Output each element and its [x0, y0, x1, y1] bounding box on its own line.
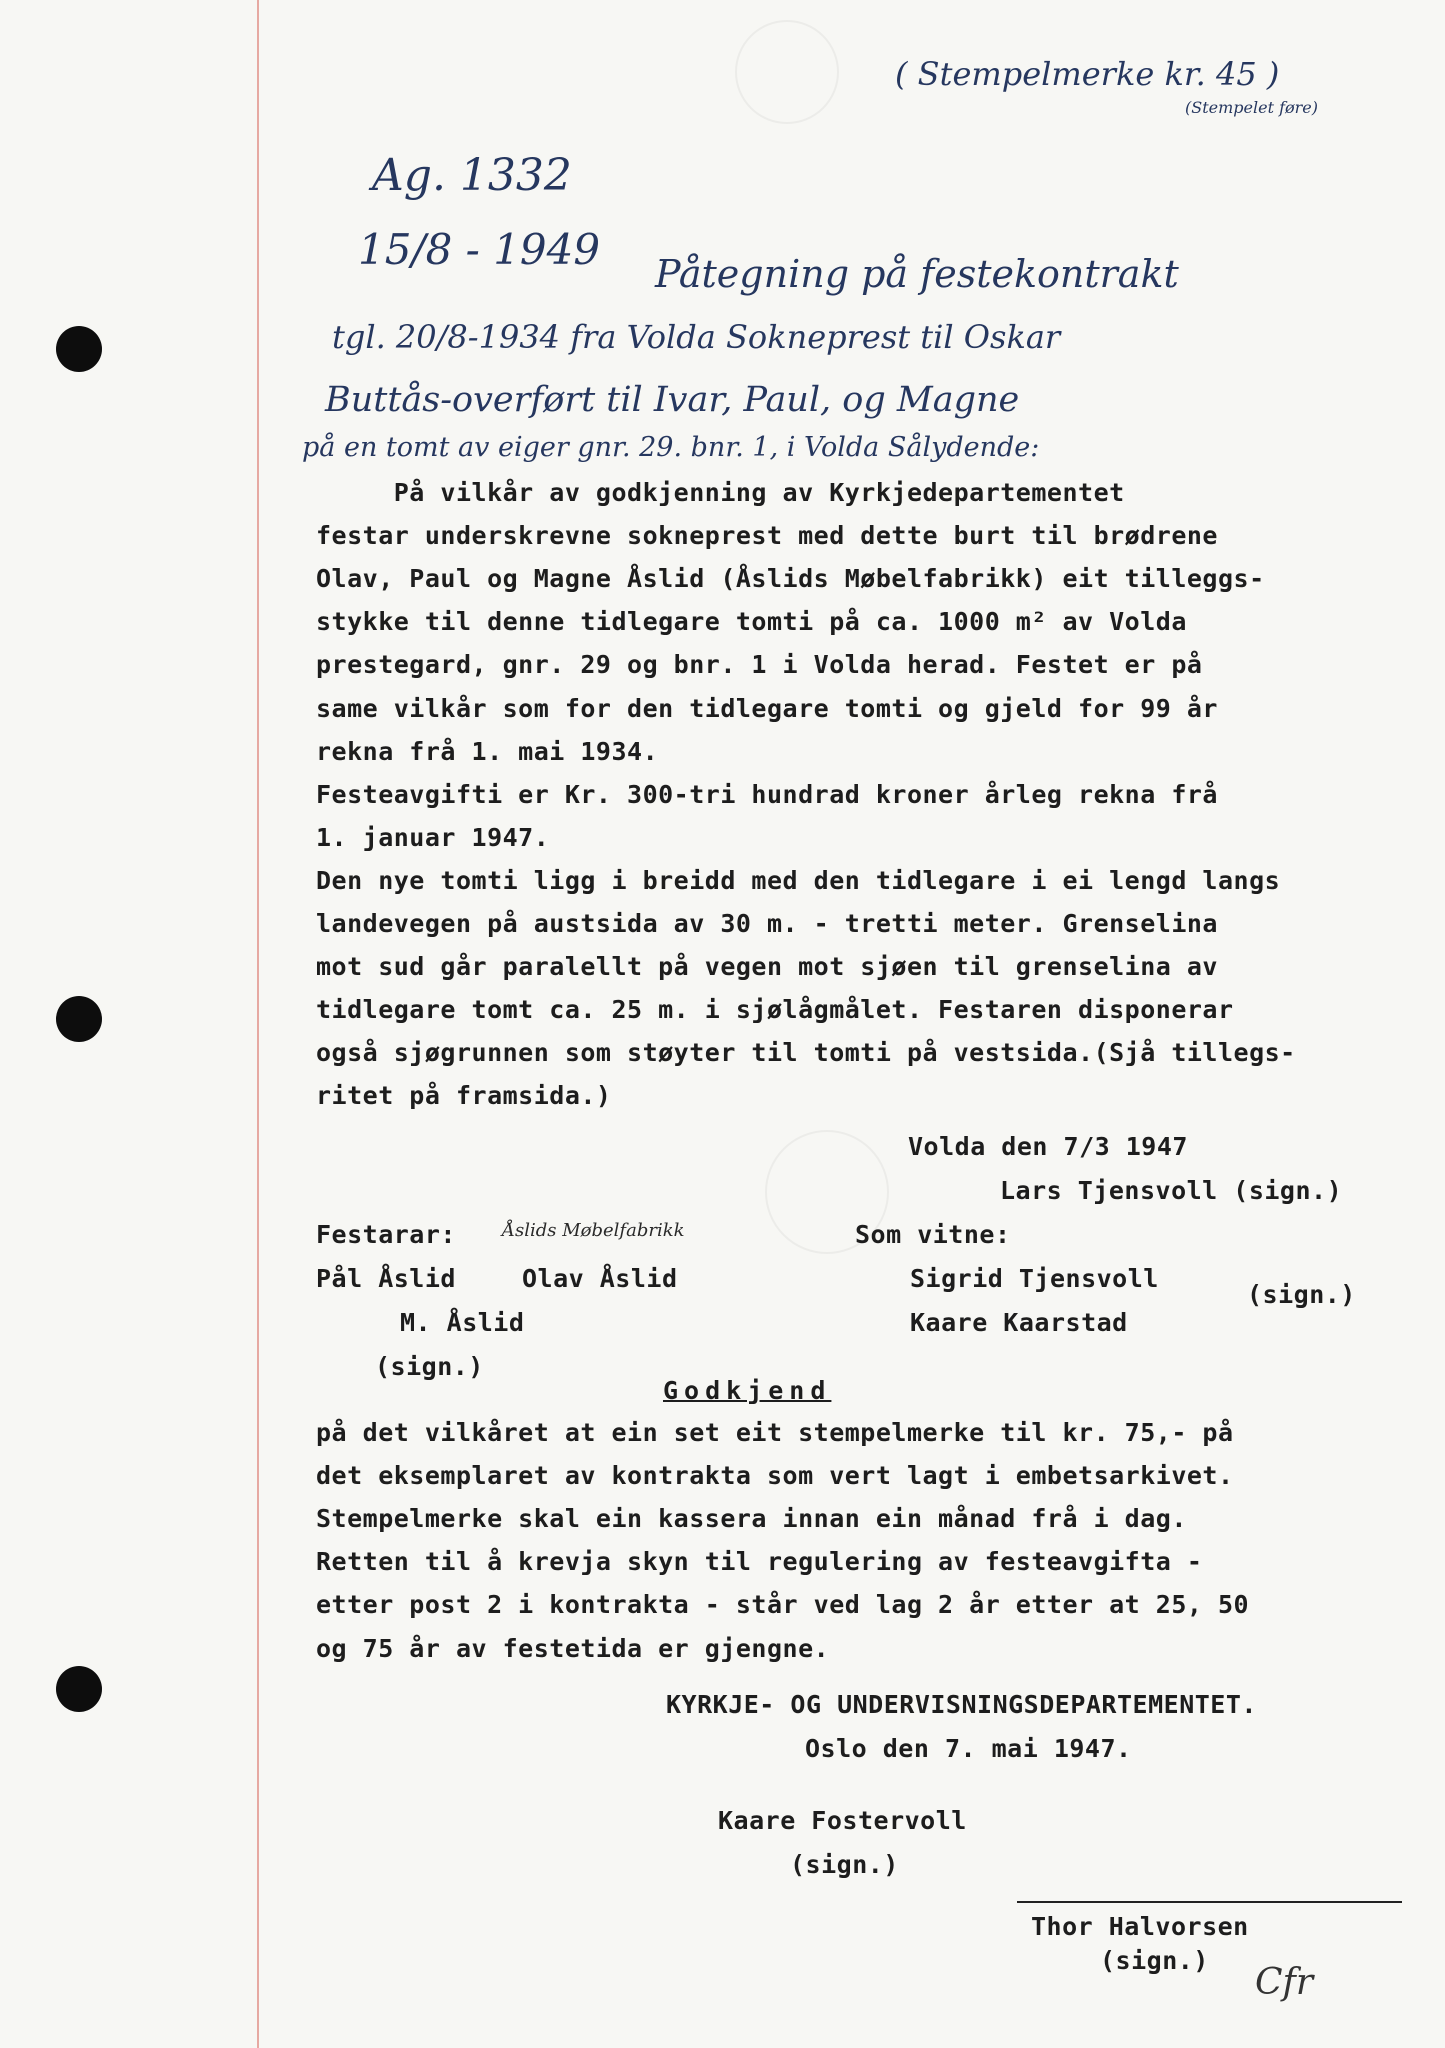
initials: Cfr [1255, 1962, 1314, 2003]
stamp-note: ( Stempelmerke kr. 45 ) [895, 55, 1280, 93]
annotation-line: på en tomt av eiger gnr. 29. bnr. 1, i Volda Sålydende: [302, 432, 1040, 463]
department: KYRKJE- OG UNDERVISNINGSDEPARTEMENTET. [666, 1690, 1257, 1719]
text-line: festar underskrevne sokneprest med dette burt til brødrene [316, 521, 1218, 551]
witness-sign: (sign.) [1247, 1280, 1356, 1309]
text-line: tidlegare tomt ca. 25 m. i sjølågmålet. Festaren disponerar [316, 995, 1234, 1025]
stamp-subnote: (Stempelet føre) [1185, 98, 1318, 117]
oslo-date: Oslo den 7. mai 1947. [805, 1734, 1132, 1763]
show-through-mark [735, 20, 839, 124]
annotation-line: Påtegning på festekontrakt [655, 252, 1179, 296]
text-line: stykke til denne tidlegare tomti på ca. 1000 m² av Volda [316, 607, 1187, 637]
festar-sign: (sign.) [375, 1352, 484, 1381]
text-line: etter post 2 i kontrakta - står ved lag 2 år etter at 25, 50 [316, 1590, 1250, 1620]
text-line: Olav, Paul og Magne Åslid (Åslids Møbelfabrikk) eit tilleggs- [316, 564, 1265, 594]
handwritten-signature: Åslids Møbelfabrikk [502, 1220, 685, 1241]
text-line: Den nye tomti ligg i breidd med den tidlegare i ei lengd langs [316, 865, 1281, 895]
text-line: prestegard, gnr. 29 og bnr. 1 i Volda herad. Festet er på [316, 650, 1203, 680]
punch-hole [56, 1666, 102, 1712]
registration-number: Ag. 1332 [372, 150, 572, 201]
text-line: rekna frå 1. mai 1934. [316, 736, 659, 766]
text-line: ritet på framsida.) [316, 1081, 612, 1111]
signer-name: Kaare Fostervoll [718, 1806, 967, 1835]
festar-name: Olav Åslid [522, 1264, 678, 1293]
signature-line: Lars Tjensvoll (sign.) [1000, 1176, 1343, 1205]
signer-sign: (sign.) [790, 1850, 899, 1879]
text-line: på det vilkåret at ein set eit stempelmerke til kr. 75,- på [316, 1418, 1234, 1447]
punch-hole [56, 326, 102, 372]
text-line: mot sud går paralellt på vegen mot sjøen til grenselina av [316, 952, 1218, 982]
festar-name: M. Åslid [400, 1308, 525, 1337]
signature-rule [1017, 1901, 1402, 1903]
text-line: Festeavgifti er Kr. 300-tri hundrad kroner årleg rekna frå [316, 779, 1218, 809]
punch-hole [56, 996, 102, 1042]
margin-line [257, 0, 259, 2048]
text-line: også sjøgrunnen som støyter til tomti på vestsida.(Sjå tillegs- [316, 1038, 1296, 1068]
annotation-line: Buttås-overført til Ivar, Paul, og Magne [325, 380, 1020, 420]
text-line: det eksemplaret av kontrakta som vert lagt i embetsarkivet. [316, 1461, 1234, 1491]
text-line: Stempelmerke skal ein kassera innan ein månad frå i dag. [316, 1504, 1187, 1534]
annotation-line: tgl. 20/8-1934 fra Volda Sokneprest til Oskar [332, 318, 1061, 356]
text-line: og 75 år av festetida er gjengne. [316, 1633, 830, 1663]
text-line: same vilkår som for den tidlegare tomti og gjeld for 99 år [316, 693, 1218, 723]
festarar-label: Festarar: [316, 1220, 456, 1249]
approval-heading: Godkjend [663, 1376, 832, 1405]
witnesses-label: Som vitne: [855, 1220, 1011, 1249]
text-line: Retten til å krevja skyn til regulering av festeavgifta - [316, 1547, 1203, 1577]
registration-date: 15/8 - 1949 [358, 225, 601, 274]
witness-name: Sigrid Tjensvoll [910, 1264, 1159, 1293]
text-line: På vilkår av godkjenning av Kyrkjedepartementet [316, 478, 1125, 507]
place-date: Volda den 7/3 1947 [908, 1132, 1188, 1161]
witness-name: Kaare Kaarstad [910, 1308, 1128, 1337]
signer-sign: (sign.) [1100, 1946, 1209, 1975]
festar-name: Pål Åslid [316, 1264, 456, 1293]
signer-name: Thor Halvorsen [1031, 1912, 1249, 1941]
text-line: 1. januar 1947. [316, 822, 550, 852]
text-line: landevegen på austsida av 30 m. - tretti meter. Grenselina [316, 909, 1218, 938]
